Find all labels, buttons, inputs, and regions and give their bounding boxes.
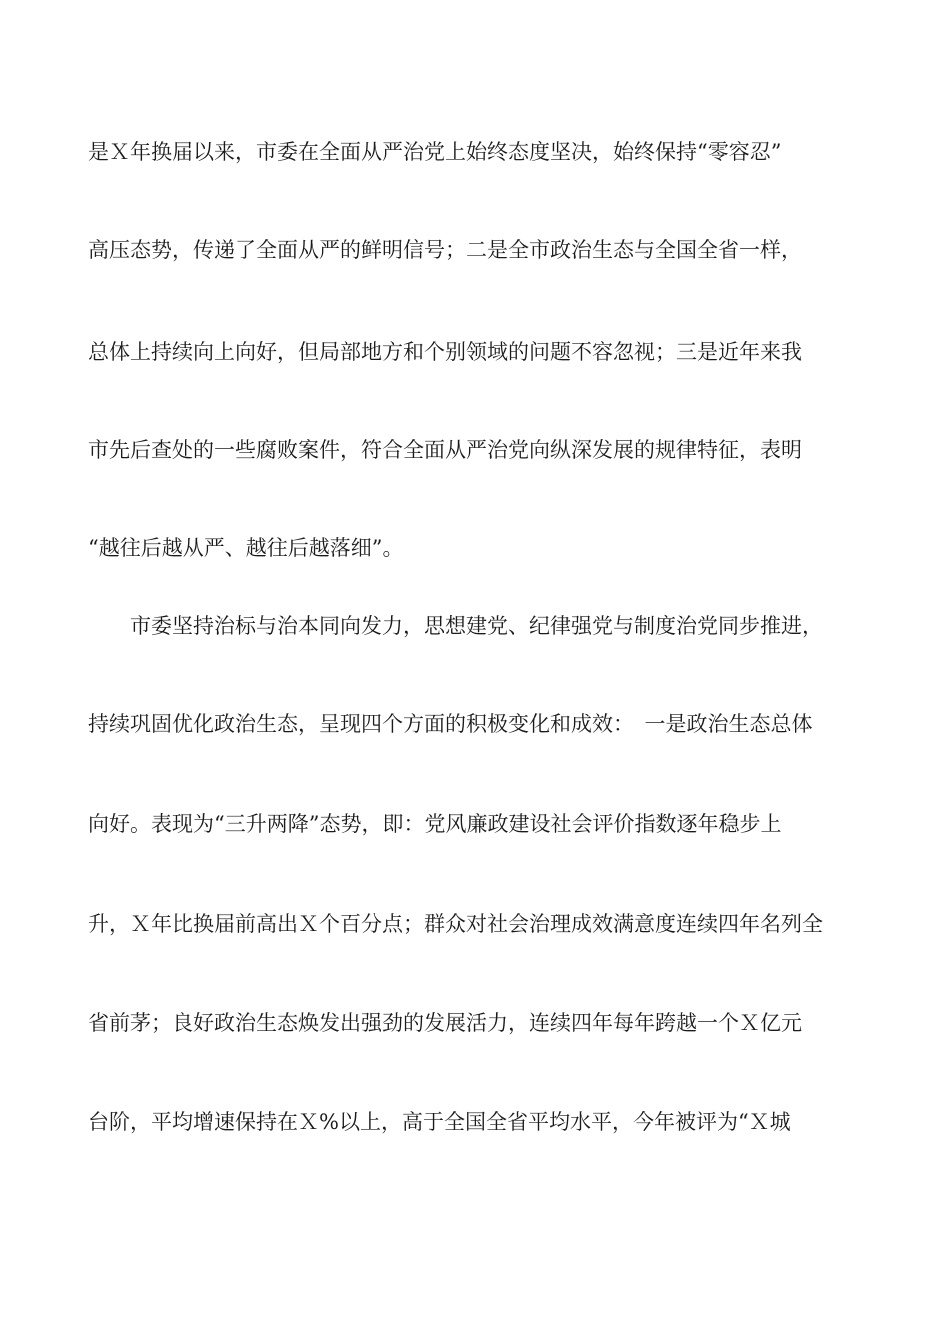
text-line: 是Ｘ年换届以来，市委在全面从严治党上始终态度坚决，始终保持“零容忍”	[88, 140, 782, 164]
text-line: 持续巩固优化政治生态，呈现四个方面的积极变化和成效： 一是政治生态总体	[88, 712, 813, 736]
text-line: 总体上持续向上向好，但局部地方和个别领域的问题不容忽视；三是近年来我	[88, 340, 802, 364]
text-line: 市先后查处的一些腐败案件，符合全面从严治党向纵深发展的规律特征，表明	[88, 438, 802, 462]
text-line: 升，Ｘ年比换届前高出Ｘ个百分点；群众对社会治理成效满意度连续四年名列全	[88, 912, 823, 936]
text-line: 省前茅；良好政治生态焕发出强劲的发展活力，连续四年每年跨越一个Ｘ亿元	[88, 1011, 802, 1035]
paragraph-first-line: 市委坚持治标与治本同向发力，思想建党、纪律强党与制度治党同步推进，	[88, 614, 823, 638]
text-line: 高压态势，传递了全面从严的鲜明信号；二是全市政治生态与全国全省一样，	[88, 238, 802, 262]
text-line: 向好。表现为“三升两降”态势，即：党风廉政建设社会评价指数逐年稳步上	[88, 812, 782, 836]
text-line: “越往后越从严、越往后越落细”。	[88, 536, 404, 560]
text-line: 台阶，平均增速保持在Ｘ%以上，高于全国全省平均水平，今年被评为“Ｘ城	[88, 1110, 791, 1134]
